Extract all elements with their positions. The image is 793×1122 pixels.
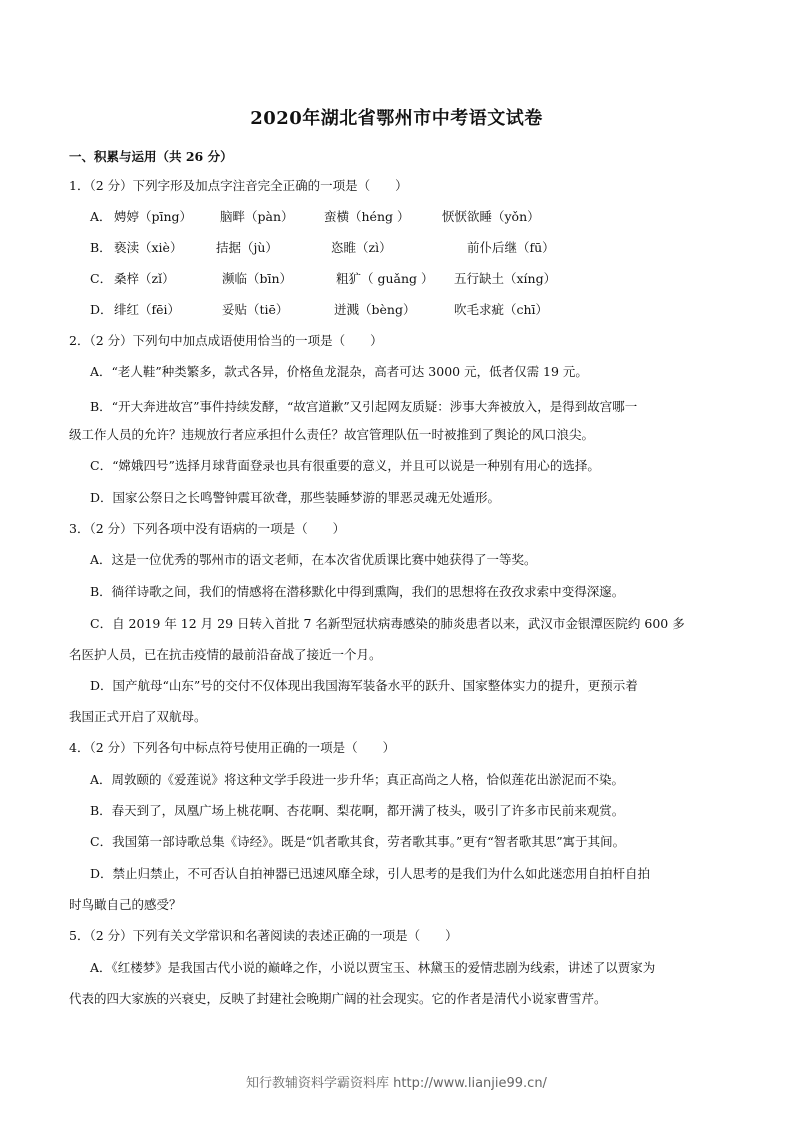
question-2-option-d: D．国家公祭日之长鸣警钟震耳欲聋，那些装睡梦游的罪恶灵魂无处遁形。 — [90, 490, 501, 505]
option-item: 蛮横（héng ） — [324, 209, 410, 224]
option-item: 迸溅（bèng） — [334, 302, 416, 317]
question-3-option-a: A．这是一位优秀的鄂州市的语文老师，在本次省优质课比赛中她获得了一等奖。 — [90, 552, 537, 567]
question-5-stem: 5．（2 分）下列有关文学常识和名著阅读的表述正确的一项是（ ） — [69, 928, 458, 943]
question-2-stem: 2．（2 分）下列句中加点成语使用恰当的一项是（ ） — [69, 333, 383, 348]
option-item: 绯红（fēi） — [114, 302, 181, 317]
question-5-option-a: A．《红楼梦》是我国古代小说的巅峰之作，小说以贾宝玉、林黛玉的爱情悲剧为线索，讲述了以贾家为 — [90, 960, 656, 975]
option-item: 粗犷（ guǎng ） — [336, 271, 434, 286]
option-item: 桑梓（zǐ） — [114, 271, 175, 286]
option-item: 拮据（jù） — [216, 240, 278, 255]
question-4-stem: 4．（2 分）下列各句中标点符号使用正确的一项是（ ） — [69, 740, 396, 755]
question-3-option-c: C．自 2019 年 12 月 29 日转入首批 7 名新型冠状病毒感染的肺炎患者以来，武汉市金银潭医院约 600 多 — [90, 616, 685, 631]
option-item: 妥贴（tiē） — [222, 302, 289, 317]
option-label: B． — [90, 240, 112, 255]
question-2-option-a: A．“老人鞋”种类繁多，款式各异，价格鱼龙混杂，高者可达 3000 元，低者仅需 19 元。 — [90, 364, 588, 379]
question-4-option-d: D．禁止归禁止，不可否认自拍神器已迅速风靡全球，引人思考的是我们为什么如此迷恋用自拍杆自拍 — [90, 866, 651, 881]
option-item: 脑畔（pàn） — [220, 209, 294, 224]
option-item: 濒临（bīn） — [222, 271, 293, 286]
question-3-option-c-cont: 名医护人员，已在抗击疫情的最前沿奋战了接近一个月。 — [69, 647, 382, 662]
question-4-option-c: C．我国第一部诗歌总集《诗经》。既是“饥者歌其食，劳者歌其事。”更有“智者歌其思”寓于其间。 — [90, 834, 626, 849]
option-item: 恹恹欲睡（yǒn） — [442, 209, 540, 224]
page-title: 2020年湖北省鄂州市中考语文试卷 — [250, 108, 543, 129]
question-4-option-d-cont: 时鸟瞰自己的感受？ — [69, 897, 182, 912]
option-label: C． — [90, 271, 113, 286]
option-item: 前仆后继（fū） — [467, 240, 555, 255]
section-heading: 一、积累与运用（共 26 分） — [69, 149, 233, 164]
footer-watermark: 知行教辅资料学霸资料库 http://www.lianjie99.cn/ — [246, 1076, 547, 1091]
question-2-option-b-cont: 级工作人员的允许？违规放行者应承担什么责任？故宫管理队伍一时被推到了舆论的风口浪尖。 — [69, 427, 595, 442]
question-3-option-d-cont: 我国正式开启了双航母。 — [69, 709, 207, 724]
question-4-option-a: A．周敦颐的《爱莲说》将这种文学手段进一步升华；真正高尚之人格，恰似莲花出淤泥而不染。 — [90, 772, 625, 787]
option-item: 五行缺土（xíng） — [454, 271, 557, 286]
question-3-stem: 3．（2 分）下列各项中没有语病的一项是（ ） — [69, 521, 346, 536]
question-5-option-a-cont: 代表的四大家族的兴衰史，反映了封建社会晚期广阔的社会现实。它的作者是清代小说家曹雪芹。 — [69, 991, 607, 1006]
option-label: A． — [90, 209, 112, 224]
option-item: 恣睢（zì） — [331, 240, 392, 255]
option-item: 吹毛求疵（chī） — [454, 302, 549, 317]
option-label: D． — [90, 302, 113, 317]
option-item: 亵渎（xiè） — [114, 240, 183, 255]
question-3-option-d: D．国产航母“山东”号的交付不仅体现出我国海军装备水平的跃升、国家整体实力的提升，更预示着 — [90, 678, 638, 693]
question-4-option-b: B．春天到了，凤凰广场上桃花啊、杏花啊、梨花啊，都开满了枝头，吸引了许多市民前来观赏。 — [90, 803, 625, 818]
question-2-option-b: B．“开大奔进故宫”事件持续发酵，“故宫道歉”又引起网友质疑：涉事大奔被放入，是得到故宫哪一 — [90, 399, 638, 414]
question-2-option-c: C．“嫦娥四号”选择月球背面登录也具有很重要的意义，并且可以说是一种别有用心的选择。 — [90, 458, 600, 473]
option-item: 娉婷（pīng） — [114, 209, 193, 224]
question-3-option-b: B．徜徉诗歌之间，我们的情感将在潜移默化中得到熏陶，我们的思想将在孜孜求索中变得深邃。 — [90, 584, 625, 599]
question-1-stem: 1．（2 分）下列字形及加点字注音完全正确的一项是（ ） — [69, 178, 408, 193]
